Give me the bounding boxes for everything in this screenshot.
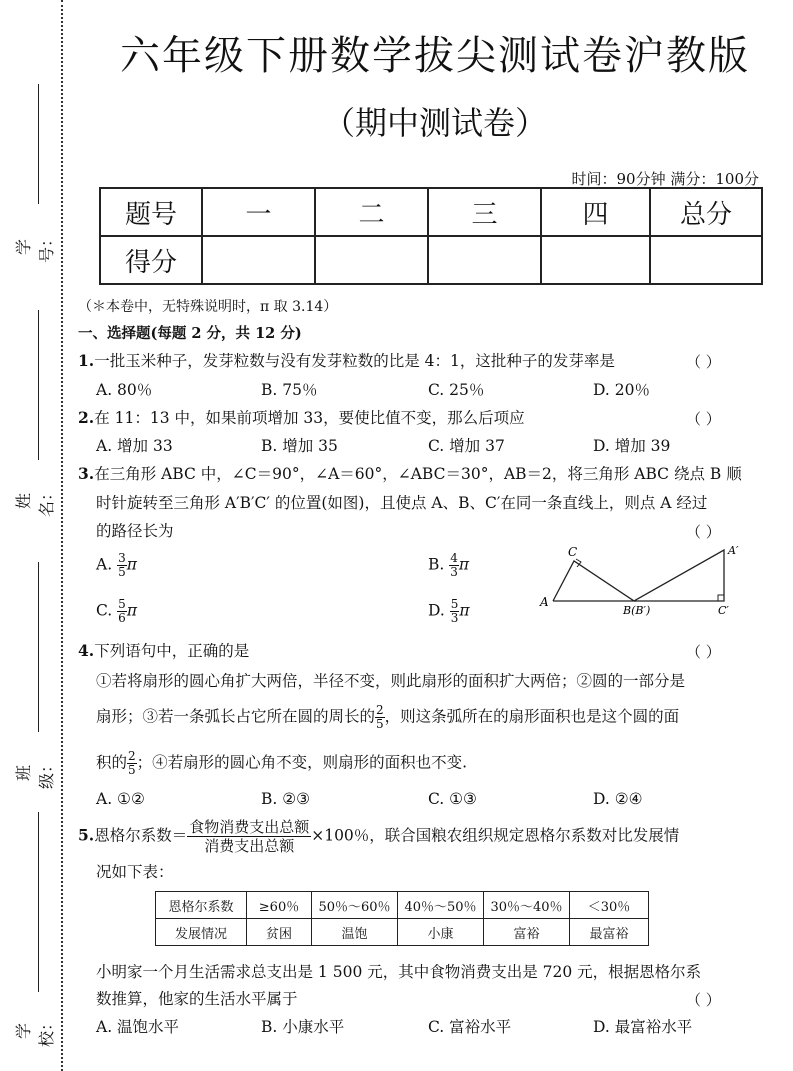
section-title: 一、选择题(每题 2 分，共 12 分): [78, 325, 302, 342]
option-c: C. 25％: [428, 381, 485, 399]
class-label: 班级：: [14, 757, 56, 790]
option-c: C. ①③: [428, 790, 477, 808]
option-d: D. 20％: [593, 381, 650, 399]
option-label: C.: [96, 601, 113, 620]
answer-paren[interactable]: （ ）: [686, 410, 721, 428]
table-cell: 50％～60％: [312, 892, 398, 919]
option-a: A. 80％: [96, 381, 153, 399]
fraction-numerator: 4: [450, 551, 458, 565]
fraction-numerator: 5: [450, 597, 459, 611]
option-b: B. 75％: [261, 381, 318, 399]
question-number: 4.: [78, 641, 95, 660]
score-cell[interactable]: [428, 236, 541, 284]
option-c: C. 增加 37: [428, 437, 505, 455]
table-cell: 30％～40％: [484, 892, 570, 919]
question-number: 5.: [78, 825, 95, 845]
fraction-numerator: 2: [376, 703, 384, 717]
table-cell: 贫困: [247, 919, 312, 946]
question-5: [78, 818, 679, 855]
label-c-prime: C′: [718, 604, 729, 617]
pi-symbol: π: [458, 555, 470, 574]
text-segment: ；④若扇形的圆心角不变，则扇形的面积也不变.: [136, 753, 468, 772]
question-5-line-4: 数推算，他家的生活水平属于: [96, 990, 298, 1008]
option-a: A. ①②: [96, 790, 145, 808]
fraction-denominator: 5: [128, 763, 136, 777]
score-cell[interactable]: [650, 236, 762, 284]
option-d: [428, 598, 470, 625]
engel-row-status: [156, 919, 649, 946]
binding-dotted-line: [61, 0, 63, 1071]
score-header-cell: 四: [541, 188, 650, 236]
option-a: [96, 552, 137, 579]
score-row-label: 得分: [100, 236, 202, 284]
engel-fraction: [187, 818, 311, 855]
name-line: [38, 310, 39, 460]
fraction: [117, 598, 127, 625]
answer-paren[interactable]: （ ）: [686, 991, 721, 1009]
table-cell: ＜30％: [570, 892, 649, 919]
option-d: D. 最富裕水平: [593, 1018, 693, 1036]
fraction-denominator: 3: [450, 565, 458, 579]
student-no-label: 学号：: [14, 231, 56, 264]
fraction: [450, 598, 460, 625]
fraction-denominator: 6: [118, 611, 126, 625]
school-line: [38, 812, 39, 992]
option-d: D. ②④: [593, 790, 643, 808]
note: （＊本卷中，无特殊说明时，π 取 3.14）: [78, 299, 338, 315]
question-5-line-3: 小明家一个月生活需求总支出是 1 500 元，其中食物消费支出是 720 元，根据恩格尔系: [96, 963, 702, 981]
question-3: [78, 464, 742, 484]
option-label: A.: [96, 555, 113, 574]
triangle-a2b2c2: [634, 550, 724, 601]
score-table: [99, 187, 763, 285]
score-cell[interactable]: [202, 236, 315, 284]
table-cell: 小康: [398, 919, 484, 946]
option-b: B. 小康水平: [261, 1018, 345, 1036]
fraction-denominator: 5: [376, 717, 384, 731]
fraction-denominator: 5: [118, 565, 126, 579]
triangle-abc: [553, 561, 634, 601]
option-d: D. 增加 39: [593, 437, 671, 455]
score-header-cell: 二: [315, 188, 428, 236]
question-4-line-3: [96, 750, 467, 777]
option-a: A. 增加 33: [96, 437, 173, 455]
option-b: [428, 552, 469, 579]
page-subtitle: （期中测试卷）: [322, 104, 547, 142]
question-text: 一批玉米种子，发芽粒数与没有发芽粒数的比是 4：1，这批种子的发芽率是: [94, 352, 615, 370]
option-b: B. 增加 35: [261, 437, 338, 455]
pi-symbol: π: [126, 555, 137, 574]
page-title: 六年级下册数学拔尖测试卷沪教版: [120, 33, 750, 79]
question-text: 在三角形 ABC 中，∠C＝90°，∠A＝60°，∠ABC＝30°，AB＝2，将三角形 ABC 绕点 B 顺: [94, 465, 742, 483]
fraction-numerator: 5: [118, 597, 126, 611]
fraction-numerator: 3: [118, 551, 126, 565]
fraction: [449, 552, 459, 579]
score-header-cell: 题号: [100, 188, 202, 236]
engel-row-coefficient: [156, 892, 649, 919]
question-number: 1.: [78, 351, 95, 370]
pi-symbol: π: [459, 601, 470, 620]
right-angle-mark-c2: [718, 595, 724, 601]
table-cell: 恩格尔系数: [156, 892, 247, 919]
label-b: B(B′): [623, 604, 651, 617]
question-5-line-2: 况如下表：: [96, 863, 174, 881]
label-c: C: [568, 545, 578, 559]
score-table-header-row: [100, 188, 762, 236]
answer-paren[interactable]: （ ）: [686, 523, 721, 541]
option-c: C. 富裕水平: [428, 1018, 512, 1036]
label-a-prime: A′: [728, 544, 739, 557]
option-label: B.: [428, 555, 445, 574]
text-segment: ，则这条弧所在的扇形面积也是这个圆的面: [384, 707, 680, 726]
text-segment: 恩格尔系数＝: [94, 826, 188, 845]
score-header-cell: 三: [428, 188, 541, 236]
table-cell: 温饱: [312, 919, 398, 946]
fraction-denominator: 3: [450, 611, 459, 625]
question-3-line-3: 的路径长为: [96, 522, 174, 540]
answer-paren[interactable]: （ ）: [686, 643, 721, 661]
option-b: B. ②③: [261, 790, 311, 808]
class-line: [38, 562, 39, 732]
question-4-line-1: ①若将扇形的圆心角扩大两倍，半径不变，则此扇形的面积扩大两倍；②圆的一部分是: [96, 672, 686, 690]
fraction-denominator: 消费支出总额: [204, 837, 295, 855]
question-3-line-2: 时针旋转至三角形 A′B′C′ 的位置(如图)，且使点 A、B、C′在同一条直线上，则点 A 经过: [96, 494, 708, 512]
fraction-numerator: 2: [128, 749, 136, 763]
question-2: [78, 408, 525, 428]
fraction-numerator: 食物消费支出总额: [189, 818, 310, 836]
time-info: 时间：90分钟 满分：100分: [571, 170, 759, 188]
text-segment: 积的: [96, 753, 128, 772]
question-text: 下列语句中，正确的是: [94, 642, 250, 660]
score-cell[interactable]: [315, 236, 428, 284]
engel-table: [155, 891, 649, 946]
label-a: A: [540, 595, 549, 609]
fraction: [117, 552, 127, 579]
table-cell: 40％～50％: [398, 892, 484, 919]
score-header-cell: 总分: [650, 188, 762, 236]
fraction: [127, 750, 137, 777]
score-header-cell: 一: [202, 188, 315, 236]
score-table-score-row: [100, 236, 762, 284]
text-segment: ×100％，联合国粮农组织规定恩格尔系数对比发展情: [311, 826, 680, 845]
table-cell: 发展情况: [156, 919, 247, 946]
table-cell: 富裕: [484, 919, 570, 946]
question-4: [78, 641, 249, 661]
question-number: 3.: [78, 464, 95, 483]
text-segment: 扇形；③若一条弧长占它所在圆的周长的: [96, 707, 376, 726]
triangle-rotation-figure: [530, 540, 750, 618]
question-1: [78, 351, 615, 371]
question-number: 2.: [78, 408, 95, 427]
score-cell[interactable]: [541, 236, 650, 284]
pi-symbol: π: [126, 601, 137, 620]
name-label: 姓名：: [14, 485, 56, 518]
answer-paren[interactable]: （ ）: [686, 353, 721, 371]
option-a: A. 温饱水平: [96, 1018, 180, 1036]
question-4-line-2: [96, 704, 679, 731]
option-label: D.: [428, 601, 445, 620]
fraction: [375, 704, 385, 731]
table-cell: 最富裕: [570, 919, 649, 946]
option-c: [96, 598, 137, 625]
question-text: 在 11：13 中，如果前项增加 33，要使比值不变，那么后项应: [94, 409, 525, 427]
student-no-line: [38, 84, 39, 204]
school-label: 学校：: [14, 1015, 56, 1048]
table-cell: ≥60％: [247, 892, 312, 919]
